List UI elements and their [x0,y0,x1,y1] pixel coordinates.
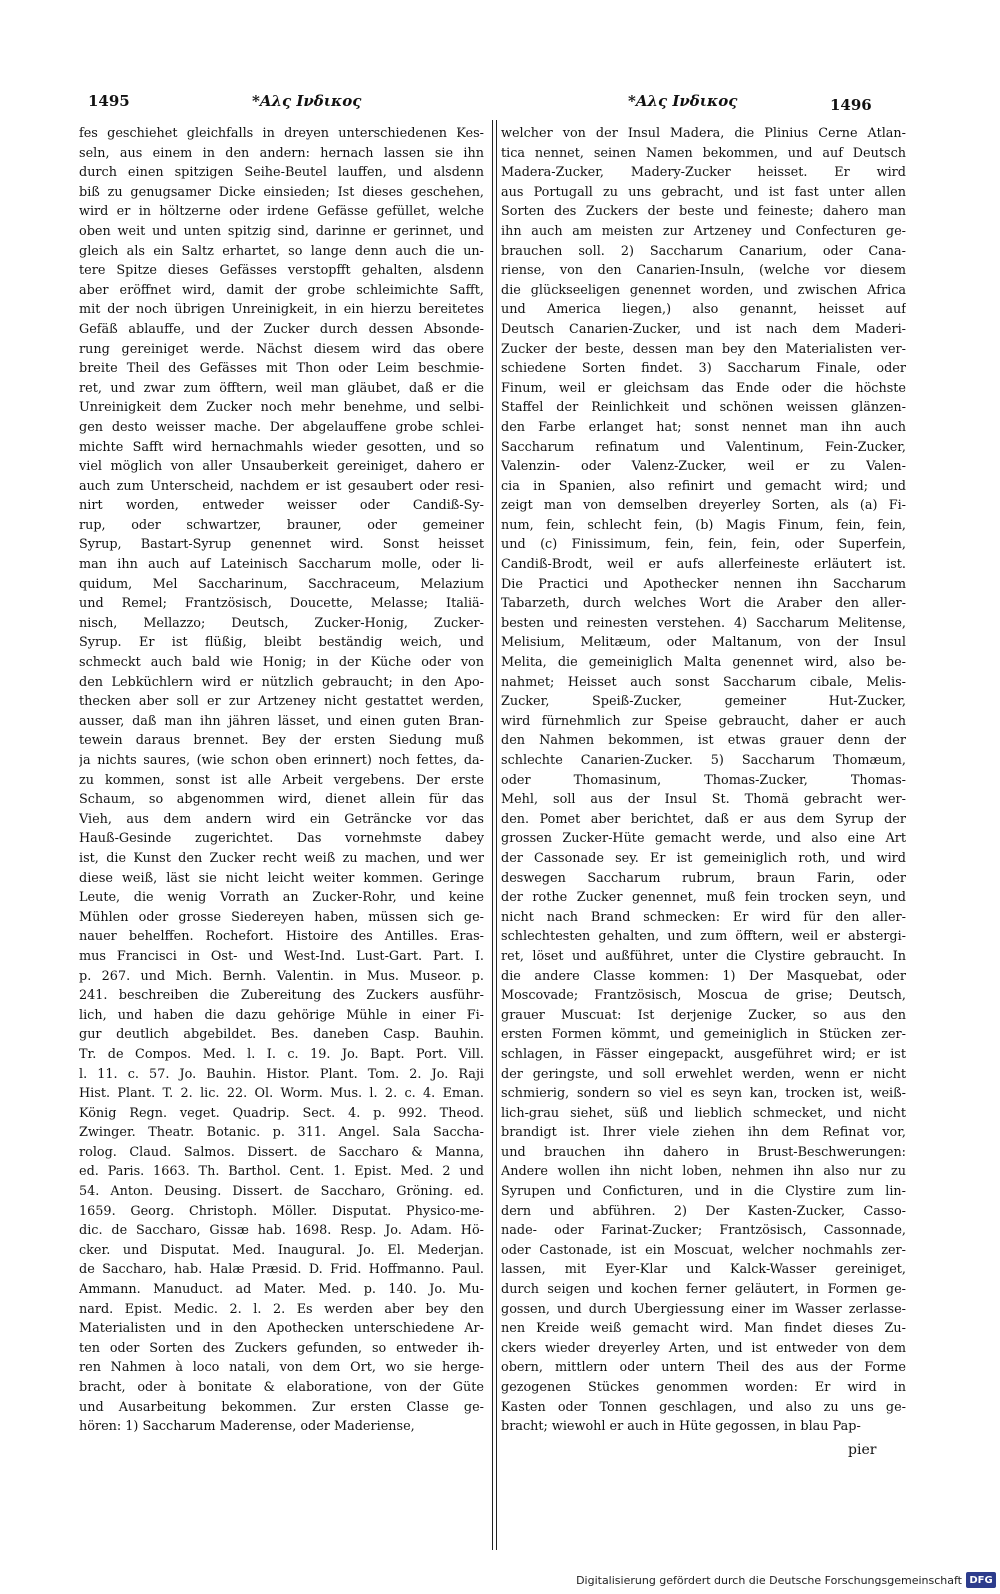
right-column-line: Madera-Zucker, Madery-Zucker heisset. Er wird [501,165,906,181]
left-column-line: de Saccharo, hab. Halæ Præsid. D. Frid. Hoffmanno. Paul. [79,1262,484,1278]
left-column-line: Hauß-Gesinde zugerichtet. Das vornehmste dabey [79,831,484,847]
left-column-line: mus Francisci in Ost- und West-Ind. Lust-Gart. Part. I. [79,948,484,964]
right-column-line: Moscovade; Frantzösisch, Moscua de grise; Deutsch, [501,988,906,1004]
left-column-line: michte Safft wird hernachmahls wieder gesotten, und so [79,439,484,455]
right-column-line: und brauchen ihn dahero in Brust-Beschwerungen: [501,1144,906,1160]
right-column-line: Zucker, Speiß-Zucker, gemeiner Hut-Zucker, [501,694,906,710]
right-column-line: gezogenen Stückes genommen worden: Er wird in [501,1380,906,1395]
left-column-line: zu kommen, sonst ist alle Arbeit vergebens. Der erste [79,772,484,788]
dfg-logo-icon: DFG [966,1572,996,1588]
right-column-line: ckers wieder dreyerley Arten, und ist entweder von dem [501,1340,906,1356]
left-column-line: Vieh, aus dem andern wird ein Geträncke vor das [79,811,484,827]
right-column-line: ihn auch am meisten zur Artzeney und Confecturen ge- [501,223,906,239]
left-column-line: tewein daraus brennet. Bey der ersten Siedung muß [79,733,484,749]
left-column-line: lich, und haben die dazu gehörige Mühle in einer Fi- [79,1007,484,1023]
left-column-line: tere Spitze dieses Gefässes verstopfft gehalten, alsdenn [79,263,484,279]
left-column-line: ren Nahmen à loco natali, von dem Ort, wo sie herge- [79,1360,484,1376]
catchword: pier [848,1442,877,1458]
left-column-line: Hist. Plant. T. 2. lic. 22. Ol. Worm. Mus. l. 2. c. 4. Eman. [79,1086,484,1102]
left-column-line: Unreinigkeit dem Zucker noch mehr benehme, und selbi- [79,400,484,416]
right-column-line: Sorten des Zuckers der beste und feineste; dahero man [501,204,906,220]
left-column-line: durch einen spitzigen Seihe-Beutel lauffen, und alsdenn [79,165,484,181]
right-column-line: nen Kreide weiß gemacht wird. Man findet dieses Zu- [501,1321,906,1337]
right-column-line: schlagen, in Fässer eingepackt, ausgeführet wird; er ist [501,1046,906,1062]
left-column-line: mit der noch übrigen Unreinigkeit, in ein hierzu bereitetes [79,302,484,318]
left-column-line: 1659. Georg. Christoph. Möller. Disputat. Physico-me- [79,1203,484,1219]
right-column-line: den Nahmen bekommen, ist etwas grauer denn der [501,733,906,749]
right-column-line: Mehl, soll aus der Insul St. Thomä gebracht wer- [501,792,906,808]
left-column-line: 241. beschreiben die Zubereitung des Zuckers ausführ- [79,988,484,1004]
running-head-right: *Αλς Ινδικος [628,92,738,110]
right-column-line: riense, von den Canarien-Insuln, (welche vor diesem [501,263,906,279]
right-column-line: der Cassonade sey. Er ist gemeiniglich roth, und wird [501,850,906,866]
left-column-line: p. 267. und Mich. Bernh. Valentin. in Mus. Museor. p. [79,968,484,984]
right-column-line: Candiß-Brodt, weil er aufs allerfeineste erläutert ist. [501,557,906,573]
right-column-line: nicht nach Brand schmecken: Er wird für den aller- [501,909,906,925]
right-column-line: brauchen soll. 2) Saccharum Canarium, oder Cana- [501,243,906,259]
right-column-line: lassen, mit Eyer-Klar und Kalck-Wasser gereiniget, [501,1262,906,1278]
left-column-line: schmeckt auch bald wie Honig; in der Küche oder von [79,655,484,671]
right-column-line: Andere wollen ihn nicht loben, nehmen ihn also nur zu [501,1164,906,1180]
left-column-line: Schaum, so abgenommen wird, dienet allein für das [79,792,484,808]
right-column-line: grossen Zucker-Hüte gemacht werde, und also eine Art [501,831,906,847]
left-column-line: dic. de Saccharo, Gissæ hab. 1698. Resp. Jo. Adam. Hö- [79,1223,484,1239]
right-column-line: Melisium, Melitæum, oder Maltanum, von der Insul [501,635,906,651]
right-column-line: lich-grau siehet, süß und lieblich schmecket, und nicht [501,1105,906,1121]
left-text-column [79,124,484,1437]
right-column-line: schlechtesten gehalten, und zum öfftern, weil er abstergi- [501,929,906,945]
left-column-line: Materialisten und in den Apothecken unterschiedene Ar- [79,1321,484,1337]
right-column-line: bracht; wiewohl er auch in Hüte gegossen, in blau Pap- [501,1419,861,1435]
left-column-line: quidum, Mel Saccharinum, Sacchraceum, Melazium [79,576,484,592]
right-column-line: Staffel der Reinlichkeit und schönen weissen glänzen- [501,400,906,416]
right-text-column [501,124,906,1437]
left-column-line: ten oder Sorten des Zuckers gefunden, so entweder ih- [79,1340,484,1356]
right-column-line: brandigt ist. Ihrer viele ziehen ihn dem Refinat vor, [501,1125,906,1141]
column-divider-rule [492,120,497,1550]
left-column-line: den Lebküchlern wird er nützlich gebraucht; in den Apo- [79,674,484,690]
left-column-line: nirt worden, entweder weisser oder Candiß-Sy- [79,498,484,514]
left-column-line: aber eröffnet wird, damit der grobe schleimichte Safft, [79,282,484,298]
right-column-line: der geringste, und soll erwehlet werden, wenn er nicht [501,1066,906,1082]
left-column-line: Zwinger. Theatr. Botanic. p. 311. Angel. Sala Saccha- [79,1125,484,1141]
left-column-line: Leute, die wenig Vorrath an Zucker-Rohr, und keine [79,890,484,906]
right-column-line: oder Thomasinum, Thomas-Zucker, Thomas- [501,772,906,788]
left-column-line: fes geschiehet gleichfalls in dreyen unterschiedenen Kes- [79,126,484,141]
right-column-line: obern, mittlern oder untern Theil des aus der Forme [501,1360,906,1376]
left-column-line: Syrup. Er ist flüßig, bleibt beständig weich, und [79,635,484,651]
left-column-line: ret, und zwar zum öfftern, weil man gläubet, daß er die [79,380,484,396]
right-column-line: Kasten oder Tonnen geschlagen, und also zu uns ge- [501,1399,906,1415]
left-column-line: nisch, Mellazzo; Deutsch, Zucker-Honig, Zucker- [79,615,484,631]
right-column-line: cia in Spanien, also refinirt und gemacht wird; und [501,478,906,494]
right-column-line: Zucker der beste, dessen man bey den Materialisten ver- [501,341,906,357]
right-column-line: schmierig, sondern so viel es seyn kan, trocken ist, weiß- [501,1086,906,1102]
left-column-line: ja nichts saures, (wie schon oben erinnert) noch fettes, da- [79,753,484,768]
right-column-line: wird fürnehmlich zur Speise gebraucht, daher er auch [501,713,906,729]
left-column-line: nauer behelffen. Rochefort. Histoire des Antilles. Eras- [79,929,484,945]
right-column-line: Finum, weil er gleichsam das Ende oder die höchste [501,380,906,396]
right-column-line: den. Pomet aber berichtet, daß er aus dem Syrup der [501,811,906,827]
right-column-line: ersten Formen kömmt, und gemeiniglich in Stücken zer- [501,1027,906,1043]
left-column-line: gur deutlich abgebildet. Bes. daneben Casp. Bauhin. [79,1027,484,1043]
right-column-line: num, fein, schlecht fein, (b) Magis Finum, fein, fein, [501,517,906,533]
page-header [80,92,910,122]
right-column-line: oder Castonade, ist ein Moscuat, welcher nochmahls zer- [501,1242,906,1258]
left-column-line: rup, oder schwartzer, brauner, oder gemeiner [79,517,484,533]
left-column-line: Ammann. Manuduct. ad Mater. Med. p. 140. Jo. Mu- [79,1282,484,1298]
left-column-line: nard. Epist. Medic. 2. l. 2. Es werden aber bey den [79,1301,484,1317]
right-column-line: der rothe Zucker genennet, muß fein trocken seyn, und [501,890,906,906]
right-column-line: Melita, die gemeiniglich Malta genennet wird, also be- [501,655,906,671]
left-column-line: und Remel; Frantzösisch, Doucette, Melasse; Italiä- [79,596,484,612]
left-column-line: seln, aus einem in den andern: hernach lassen sie ihn [79,145,484,161]
right-column-line: durch seigen und kochen ferner geläutert, in Formen ge- [501,1282,906,1298]
left-column-line: breite Theil des Gefässes mit Thon oder Leim beschmie- [79,361,484,377]
right-column-line: den Farbe erlanget hat; sonst nennet man ihn auch [501,419,906,435]
right-column-line: Syrupen und Conficturen, und in die Clystire zum lin- [501,1184,906,1200]
column-number-left: 1495 [88,92,130,110]
right-column-line: nade- oder Farinat-Zucker; Frantzösisch, Cassonnade, [501,1223,906,1239]
right-column-line: deswegen Saccharum rubrum, braun Farin, oder [501,870,906,886]
column-number-right: 1496 [830,96,872,114]
right-column-line: und America liegen,) also genannt, heisset auf [501,302,906,318]
left-column-line: ed. Paris. 1663. Th. Barthol. Cent. 1. Epist. Med. 2 und [79,1164,484,1180]
right-column-line: Deutsch Canarien-Zucker, und ist nach dem Maderi- [501,321,906,337]
left-column-line: König Regn. veget. Quadrip. Sect. 4. p. 992. Theod. [79,1105,484,1121]
digitization-footer [576,1570,996,1590]
left-column-line: rolog. Claud. Salmos. Dissert. de Saccharo & Manna, [79,1144,484,1160]
left-column-line: l. 11. c. 57. Jo. Bauhin. Histor. Plant. Tom. 2. Jo. Raji [79,1066,484,1082]
right-column-line: welcher von der Insul Madera, die Plinius Cerne Atlan- [501,126,906,141]
left-column-line: man ihn auch auf Lateinisch Saccharum molle, oder li- [79,557,484,573]
right-column-line: dern und abführen. 2) Der Kasten-Zucker, Casso- [501,1203,906,1219]
left-column-line: ausser, daß man ihn jähren lässet, und einen guten Bran- [79,713,484,729]
left-column-line: Tr. de Compos. Med. l. I. c. 19. Jo. Bapt. Port. Vill. [79,1046,484,1062]
right-column-line: Tabarzeth, durch welches Wort die Araber den aller- [501,596,906,612]
left-column-line: 54. Anton. Deusing. Dissert. de Saccharo, Gröning. ed. [79,1184,484,1200]
left-column-line: Gefäß ablauffe, und der Zucker durch dessen Absonde- [79,321,484,337]
right-column-line: die andere Classe kommen: 1) Der Masquebat, oder [501,968,906,984]
left-column-line: rung gereiniget werde. Nächst diesem wird das obere [79,341,484,357]
footer-text: Digitalisierung gefördert durch die Deutsche Forschungsgemeinschaft [576,1573,962,1587]
left-column-line: bracht, oder à bonitate & elaboratione, von der Güte [79,1380,484,1395]
right-column-line: nahmet; Heisset auch sonst Saccharum cibale, Melis- [501,674,906,690]
left-column-line: thecken aber soll er zur Artzeney nicht gestattet werden, [79,694,484,710]
right-column-line: Die Practici und Apothecker nennen ihn Saccharum [501,576,906,592]
right-column-line: besten und reinesten verstehen. 4) Saccharum Melitense, [501,615,906,631]
right-column-line: tica nennet, seinen Namen bekommen, und auf Deutsch [501,145,906,161]
right-column-line: aus Portugall zu uns gebracht, und ist fast unter allen [501,184,906,200]
left-column-line: oben weit und unten spitzig sind, darinne er gerinnet, und [79,223,484,239]
right-column-line: grauer Muscuat: Ist derjenige Zucker, so aus den [501,1007,906,1023]
left-column-line: wird er in höltzerne oder irdene Gefässe gefüllet, welche [79,204,484,220]
right-column-line: die glückseeligen genennet worden, und zwischen Africa [501,282,906,298]
left-column-line: ist, die Kunst den Zucker recht weiß zu machen, und wer [79,850,484,866]
left-column-line: hören: 1) Saccharum Maderense, oder Maderiense, [79,1419,415,1435]
right-column-line: Saccharum refinatum und Valentinum, Fein-Zucker, [501,439,906,455]
right-column-line: gossen, und durch Ubergiessung einer im Wasser zerlasse- [501,1301,906,1317]
right-column-line: schlechte Canarien-Zucker. 5) Saccharum Thomæum, [501,753,906,768]
right-column-line: schiedene Sorten findet. 3) Saccharum Finale, oder [501,361,906,377]
running-head-left: *Αλς Ινδικος [252,92,362,110]
left-column-line: viel möglich von aller Unsauberkeit gereiniget, dahero er [79,459,484,475]
left-column-line: cker. und Disputat. Med. Inaugural. Jo. El. Mederjan. [79,1242,484,1258]
left-column-line: gen desto weisser mache. Der abgelauffene grobe schlei- [79,419,484,435]
right-column-line: und (c) Finissimum, fein, fein, fein, oder Superfein, [501,537,906,553]
left-column-line: diese weiß, läst sie nicht leicht weiter kommen. Geringe [79,870,484,886]
right-column-line: Valenzin- oder Valenz-Zucker, weil er zu Valen- [501,459,906,475]
left-column-line: biß zu genugsamer Dicke einsieden; Ist dieses geschehen, [79,184,484,200]
left-column-line: auch zum Unterscheid, nachdem er ist gesaubert oder resi- [79,478,484,494]
left-column-line: und Ausarbeitung bekommen. Zur ersten Classe ge- [79,1399,484,1415]
left-column-line: Mühlen oder grosse Siedereyen haben, müssen sich ge- [79,909,484,925]
right-column-line: zeigt man von demselben dreyerley Sorten, als (a) Fi- [501,498,906,514]
right-column-line: ret, löset und außführet, unter die Clystire gebraucht. In [501,948,906,964]
left-column-line: Syrup, Bastart-Syrup genennet wird. Sonst heisset [79,537,484,553]
left-column-line: gleich als ein Saltz erhartet, so lange denn auch die un- [79,243,484,259]
